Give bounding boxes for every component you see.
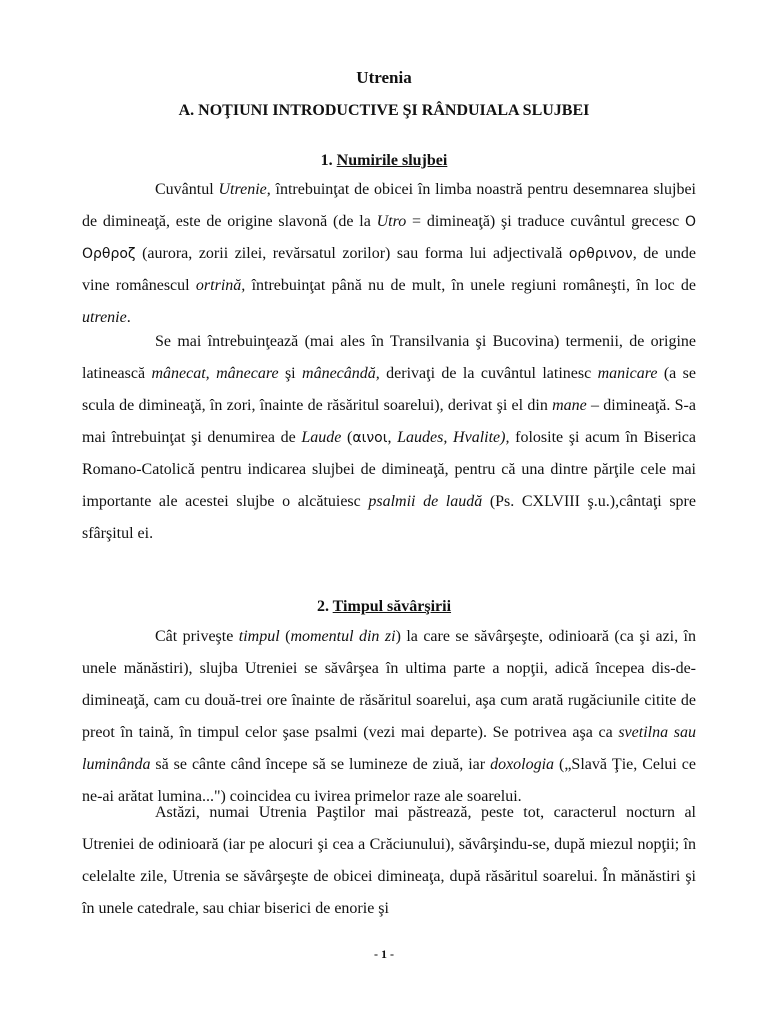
- section-title: Numirile slujbei: [336, 152, 448, 169]
- text-run: , de unde vine românescul: [82, 245, 697, 294]
- italic-term: mânecândă,: [302, 365, 380, 382]
- italic-term: Utrenie: [218, 181, 267, 198]
- text-run: (: [279, 628, 291, 645]
- text-run: derivaţi de la cuvântul latinesc: [379, 365, 598, 382]
- greek-term: αινοι: [352, 430, 388, 446]
- paragraph-utrenie-origin: [82, 174, 696, 334]
- text-run: = dimineaţă) şi traduce cuvântul grecesc: [406, 213, 685, 230]
- italic-term: mânecat, mânecare: [151, 365, 279, 382]
- text-run: (a se scula de dimineaţă, în zori, înainte de răsăritul soarelui), derivat şi el din: [82, 365, 696, 414]
- section-heading-names: [0, 152, 768, 170]
- text-run: Se mai întrebuinţează (mai ales în Transilvania şi Bucovina) termenii, de origine latinească: [82, 333, 696, 382]
- italic-term: Laude: [301, 429, 342, 446]
- text-run: („Slavă Ţie, Celui ce ne-ai arătat lumina...") coincidea cu ivirea primelor raze ale soarelui.: [82, 756, 696, 805]
- section-number: 1.: [320, 152, 337, 169]
- text-run: ,: [387, 429, 398, 446]
- section-title: Timpul săvârşirii: [332, 598, 452, 615]
- paragraph-latin-terms: [82, 326, 696, 550]
- text-run: Cuvântul: [155, 181, 219, 198]
- italic-term: ortrină,: [195, 277, 246, 294]
- text-run: (Ps. CXLVIII ş.u.),cântaţi spre sfârşitul ei.: [82, 493, 696, 542]
- greek-term: ορθρινον: [568, 246, 633, 262]
- page-number: - 1 -: [374, 947, 394, 961]
- text-run: – dimineaţă. S-a mai întrebuinţat şi denumirea de: [82, 397, 696, 446]
- italic-term: timpul: [238, 628, 280, 645]
- chapter-heading: A. NOŢIUNI INTRODUCTIVE ŞI RÂNDUIALA SLUJBEI: [178, 102, 590, 119]
- italic-term: Utro: [376, 213, 407, 230]
- italic-term: doxologia: [490, 756, 555, 773]
- text-run: ) la care se săvârşeşte, odinioară (ca şi azi, în unele mănăstiri), slujba Utreniei se săvârşea în ultima parte a nopţii, adică începea dis-de-dimineaţă, cam cu două-trei ore înainte de răsăritul soarelui, aşa cum arată rugăciunile citite de preot în taină, în timpul celor şase psalmi (vezi mai departe). Se potrivea aşa ca: [82, 628, 697, 741]
- italic-term: manicare: [597, 365, 658, 382]
- text-run: Astăzi, numai Utrenia Paştilor mai păstrează, peste tot, caracterul nocturn al Utreniei de odinioară (iar pe alocuri şi cea a Crăciunului), săvârşindu-se, după miezul nopţii; în celelalte zile, Utrenia se săvârşeşte de obicei dimineaţa, după răsăritul soarelui. În mănăstiri şi în unele catedrale, sau chiar biserici de enorie şi: [82, 804, 696, 917]
- paragraph-today: [82, 797, 696, 925]
- text-run: şi: [278, 365, 303, 382]
- section-heading-time: [0, 598, 768, 616]
- text-run: .: [126, 309, 131, 326]
- italic-term: momentul din zi: [290, 628, 396, 645]
- italic-term: svetilna sau luminânda: [82, 724, 696, 773]
- section-number: 2.: [316, 598, 333, 615]
- italic-term: Laudes, Hvalite),: [397, 429, 510, 446]
- italic-term: utrenie: [82, 309, 127, 326]
- italic-term: mane: [552, 397, 587, 414]
- text-run: (: [341, 429, 353, 446]
- text-run: folosite şi acum în Biserica Romano-Catolică pentru indicarea slujbei de dimineaţă, pentru că una dintre părţile cele mai importante ale acestei slujbe o alcătuiesc: [82, 429, 697, 510]
- greek-term: Ο Ορθροζ: [82, 214, 696, 262]
- paragraph-time-of-service: [82, 621, 696, 813]
- text-run: (aurora, zorii zilei, revărsatul zorilor) sau forma lui adjectivală: [135, 245, 569, 262]
- italic-term: psalmii de laudă: [368, 493, 483, 510]
- text-run: întrebuinţat până nu de mult, în unele regiuni româneşti, în loc de: [245, 277, 697, 294]
- document-title: Utrenia: [356, 68, 412, 87]
- text-run: Cât priveşte: [155, 628, 239, 645]
- text-run: , întrebuinţat de obicei în limba noastră pentru desemnarea slujbei de dimineaţă, este de origine slavonă (de la: [82, 181, 696, 230]
- text-run: să se cânte când începe să se lumineze de ziuă, iar: [150, 756, 491, 773]
